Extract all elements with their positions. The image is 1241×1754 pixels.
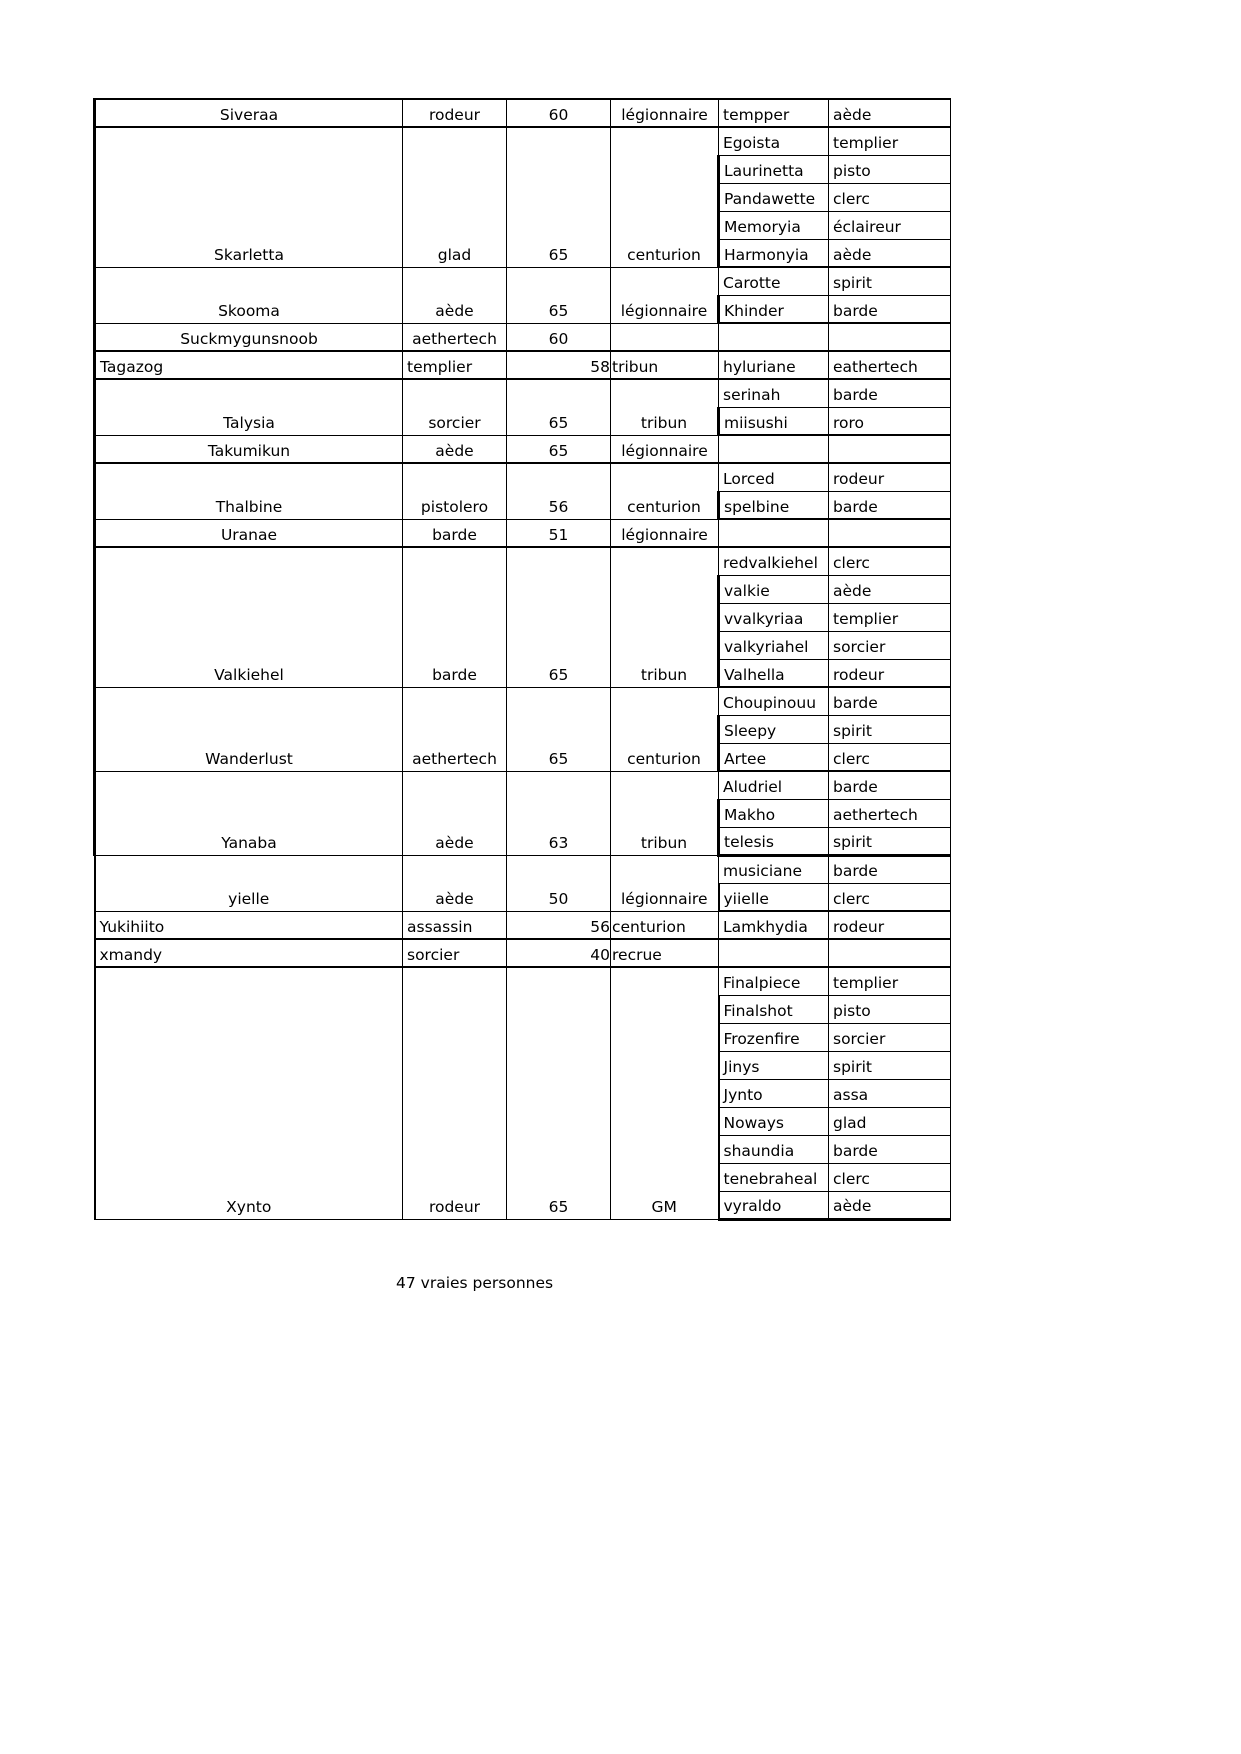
cell-member-level: 65 [507,967,611,1219]
cell-reroll-class: barde [829,1135,951,1163]
cell-reroll-name: Finalshot [719,995,829,1023]
cell-member-level: 65 [507,379,611,435]
cell-member-rank: légionnaire [611,435,719,463]
cell-member-name: Tagazog [95,351,403,379]
cell-reroll-name: Jynto [719,1079,829,1107]
table-row [95,855,951,883]
roster-table [93,98,951,1221]
cell-reroll-name: Sleepy [719,715,829,743]
cell-reroll-class: éclaireur [829,211,951,239]
cell-member-level: 65 [507,547,611,687]
table-row [95,267,951,295]
table-row [95,351,951,379]
cell-reroll-name: Choupinouu [719,687,829,715]
table-row [95,127,951,155]
cell-reroll-class [829,323,951,351]
cell-member-level: 40 [507,939,611,967]
cell-reroll-name: Artee [719,743,829,771]
cell-reroll-class: clerc [829,547,951,575]
cell-member-class: pistolero [403,463,507,519]
cell-member-level: 65 [507,127,611,267]
cell-reroll-class: rodeur [829,463,951,491]
roster-table-body [95,99,951,1219]
cell-member-name: Uranae [95,519,403,547]
cell-member-rank: GM [611,967,719,1219]
cell-reroll-name [719,519,829,547]
table-row [95,911,951,939]
cell-reroll-class: aède [829,239,951,267]
cell-reroll-class: barde [829,687,951,715]
cell-member-level: 60 [507,323,611,351]
cell-reroll-name: valkie [719,575,829,603]
cell-member-class: barde [403,519,507,547]
cell-member-level: 58 [507,351,611,379]
cell-reroll-name: tempper [719,99,829,127]
cell-member-name: Yanaba [95,771,403,855]
cell-reroll-class: assa [829,1079,951,1107]
cell-reroll-name: Pandawette [719,183,829,211]
footer-note: 47 vraies personnes [396,1274,554,1292]
cell-reroll-class: pisto [829,155,951,183]
cell-reroll-class: spirit [829,1051,951,1079]
cell-reroll-class: roro [829,407,951,435]
cell-reroll-name: Valhella [719,659,829,687]
cell-reroll-class [829,939,951,967]
cell-reroll-class: sorcier [829,1023,951,1051]
cell-reroll-class: pisto [829,995,951,1023]
table-row [95,967,951,995]
cell-reroll-name: hyluriane [719,351,829,379]
cell-reroll-name: Lamkhydia [719,911,829,939]
table-row [95,519,951,547]
cell-reroll-name: Memoryia [719,211,829,239]
cell-member-rank: tribun [611,351,719,379]
cell-reroll-name: miisushi [719,407,829,435]
cell-member-class: rodeur [403,99,507,127]
table-row [95,463,951,491]
cell-member-rank: tribun [611,547,719,687]
cell-member-rank: légionnaire [611,519,719,547]
table-row [95,771,951,799]
cell-reroll-name: Jinys [719,1051,829,1079]
cell-reroll-name [719,323,829,351]
cell-member-level: 51 [507,519,611,547]
cell-member-name: Xynto [95,967,403,1219]
cell-member-name: Thalbine [95,463,403,519]
cell-member-class: aède [403,267,507,323]
cell-reroll-name: vyraldo [719,1191,829,1219]
cell-reroll-class: templier [829,967,951,995]
cell-reroll-class: barde [829,491,951,519]
cell-reroll-class [829,435,951,463]
cell-reroll-class: barde [829,379,951,407]
cell-member-class: aethertech [403,687,507,771]
cell-member-rank: tribun [611,771,719,855]
cell-reroll-class: glad [829,1107,951,1135]
cell-reroll-name [719,435,829,463]
cell-member-class: sorcier [403,939,507,967]
table-row [95,323,951,351]
cell-reroll-name: Finalpiece [719,967,829,995]
cell-member-class: barde [403,547,507,687]
cell-reroll-name: valkyriahel [719,631,829,659]
table-row [95,547,951,575]
table-row [95,379,951,407]
cell-member-rank: légionnaire [611,855,719,911]
cell-reroll-name: Noways [719,1107,829,1135]
cell-member-level: 56 [507,463,611,519]
table-row [95,939,951,967]
cell-member-class: aède [403,855,507,911]
cell-reroll-name: spelbine [719,491,829,519]
cell-member-name: yielle [95,855,403,911]
cell-reroll-class: eathertech [829,351,951,379]
cell-member-name: xmandy [95,939,403,967]
table-row [95,435,951,463]
cell-reroll-class: spirit [829,267,951,295]
cell-reroll-class: aède [829,1191,951,1219]
cell-member-class: aède [403,435,507,463]
cell-member-class: aède [403,771,507,855]
cell-reroll-class: clerc [829,743,951,771]
cell-member-level: 63 [507,771,611,855]
cell-member-rank: légionnaire [611,267,719,323]
cell-member-class: aethertech [403,323,507,351]
cell-reroll-name: Frozenfire [719,1023,829,1051]
cell-member-level: 56 [507,911,611,939]
cell-member-rank: légionnaire [611,99,719,127]
cell-member-level: 50 [507,855,611,911]
cell-reroll-name: Laurinetta [719,155,829,183]
cell-reroll-name [719,939,829,967]
cell-reroll-class [829,519,951,547]
cell-member-rank: centurion [611,687,719,771]
cell-reroll-name: Lorced [719,463,829,491]
cell-reroll-name: Carotte [719,267,829,295]
table-row [95,687,951,715]
cell-reroll-class: aethertech [829,799,951,827]
cell-member-level: 65 [507,435,611,463]
cell-member-rank: centurion [611,463,719,519]
cell-reroll-class: spirit [829,827,951,855]
cell-reroll-name: vvalkyriaa [719,603,829,631]
cell-reroll-class: barde [829,771,951,799]
cell-reroll-name: Makho [719,799,829,827]
table-row [95,99,951,127]
cell-member-name: Skooma [95,267,403,323]
cell-reroll-name: musiciane [719,855,829,883]
cell-reroll-class: barde [829,855,951,883]
cell-member-level: 65 [507,267,611,323]
cell-reroll-name: Aludriel [719,771,829,799]
cell-reroll-class: aède [829,575,951,603]
cell-reroll-name: serinah [719,379,829,407]
cell-reroll-class: rodeur [829,911,951,939]
cell-member-name: Talysia [95,379,403,435]
roster-table-container [93,98,949,1221]
cell-reroll-class: barde [829,295,951,323]
cell-reroll-name: telesis [719,827,829,855]
cell-reroll-class: clerc [829,883,951,911]
cell-member-name: Wanderlust [95,687,403,771]
cell-reroll-class: spirit [829,715,951,743]
cell-member-rank: centurion [611,911,719,939]
cell-reroll-class: templier [829,603,951,631]
cell-member-class: sorcier [403,379,507,435]
cell-member-rank: tribun [611,379,719,435]
cell-member-class: glad [403,127,507,267]
cell-reroll-class: aède [829,99,951,127]
cell-member-class: rodeur [403,967,507,1219]
cell-member-class: templier [403,351,507,379]
cell-reroll-name: tenebraheal [719,1163,829,1191]
cell-member-name: Siveraa [95,99,403,127]
cell-member-class: assassin [403,911,507,939]
cell-reroll-class: rodeur [829,659,951,687]
cell-member-name: Yukihiito [95,911,403,939]
cell-member-level: 60 [507,99,611,127]
cell-member-rank: centurion [611,127,719,267]
cell-reroll-name: Khinder [719,295,829,323]
cell-reroll-name: Egoista [719,127,829,155]
cell-member-name: Suckmygunsnoob [95,323,403,351]
cell-reroll-name: Harmonyia [719,239,829,267]
cell-member-name: Takumikun [95,435,403,463]
cell-member-level: 65 [507,687,611,771]
cell-reroll-name: redvalkiehel [719,547,829,575]
cell-reroll-name: yiielle [719,883,829,911]
cell-member-name: Valkiehel [95,547,403,687]
cell-reroll-class: sorcier [829,631,951,659]
cell-reroll-class: templier [829,127,951,155]
cell-reroll-class: clerc [829,183,951,211]
cell-reroll-name: shaundia [719,1135,829,1163]
cell-reroll-class: clerc [829,1163,951,1191]
cell-member-rank: recrue [611,939,719,967]
cell-member-rank [611,323,719,351]
cell-member-name: Skarletta [95,127,403,267]
